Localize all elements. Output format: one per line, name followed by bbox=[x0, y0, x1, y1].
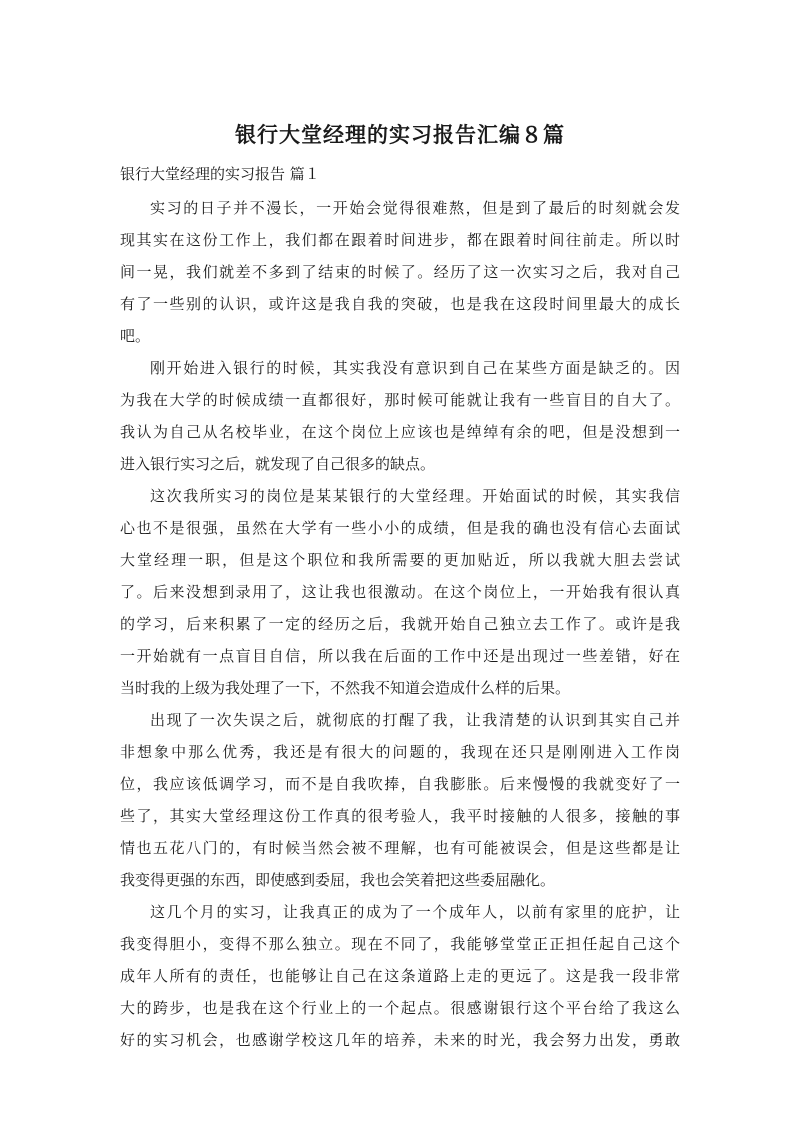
paragraph-line: 我变得胆小，变得不那么独立。现在不同了，我能够堂堂正正担任起自己这个 bbox=[120, 935, 680, 953]
paragraph-3 bbox=[120, 480, 680, 704]
paragraph-line: 大堂经理一职，但是这个职位和我所需要的更加贴近，所以我就大胆去尝试 bbox=[120, 551, 680, 569]
paragraph-line: 位，我应该低调学习，而不是自我吹捧，自我膨胀。后来慢慢的我就变好了一 bbox=[120, 775, 680, 793]
paragraph-line: 大的跨步，也是我在这个行业上的一个起点。很感谢银行这个平台给了我这么 bbox=[120, 999, 680, 1017]
paragraph-line: 这次我所实习的岗位是某某银行的大堂经理。开始面试的时候，其实我信 bbox=[150, 487, 680, 505]
paragraph-line: 一开始就有一点盲目自信，所以我在后面的工作中还是出现过一些差错，好在 bbox=[120, 647, 680, 665]
paragraph-line: 现其实在这份工作上，我们都在跟着时间进步，都在跟着时间往前走。所以时 bbox=[120, 231, 680, 249]
paragraph-line: 些了，其实大堂经理这份工作真的很考验人，我平时接触的人很多，接触的事 bbox=[120, 807, 680, 825]
paragraph-line: 我认为自己从名校毕业，在这个岗位上应该也是绰绰有余的吧，但是没想到一 bbox=[120, 423, 680, 441]
paragraph-line: 吧。 bbox=[120, 327, 151, 345]
paragraph-1 bbox=[120, 192, 680, 352]
paragraph-line: 我变得更强的东西，即使感到委屈，我也会笑着把这些委屈融化。 bbox=[120, 871, 556, 889]
paragraph-line: 刚开始进入银行的时候，其实我没有意识到自己在某些方面是缺乏的。因 bbox=[150, 359, 680, 377]
document-title: 银行大堂经理的实习报告汇编８篇 bbox=[235, 123, 565, 147]
paragraph-line: 好的实习机会，也感谢学校这几年的培养，未来的时光，我会努力出发，勇敢 bbox=[120, 1031, 680, 1049]
paragraph-2 bbox=[120, 352, 680, 480]
paragraph-line: 成年人所有的责任，也能够让自己在这条道路上走的更远了。这是我一段非常 bbox=[120, 967, 680, 985]
paragraph-line: 进入银行实习之后，就发现了自己很多的缺点。 bbox=[120, 455, 436, 473]
document-body bbox=[120, 192, 680, 1056]
paragraph-line: 情也五花八门的，有时候当然会被不理解，也有可能被误会，但是这些都是让 bbox=[120, 839, 680, 857]
paragraph-line: 当时我的上级为我处理了一下，不然我不知道会造成什么样的后果。 bbox=[120, 679, 571, 697]
paragraph-4 bbox=[120, 704, 680, 896]
paragraph-line: 的学习，后来积累了一定的经历之后，我就开始自己独立去工作了。或许是我 bbox=[120, 615, 680, 633]
paragraph-line: 出现了一次失误之后，就彻底的打醒了我，让我清楚的认识到其实自己并 bbox=[150, 711, 680, 729]
paragraph-line: 为我在大学的时候成绩一直都很好，那时候可能就让我有一些盲目的自大了。 bbox=[120, 391, 680, 409]
paragraph-line: 心也不是很强，虽然在大学有一些小小的成绩，但是我的确也没有信心去面试 bbox=[120, 519, 680, 537]
paragraph-line: 有了一些别的认识，或许这是我自我的突破，也是我在这段时间里最大的成长 bbox=[120, 295, 680, 313]
paragraph-line: 这几个月的实习，让我真正的成为了一个成年人，以前有家里的庇护，让 bbox=[150, 903, 680, 921]
paragraph-line: 实习的日子并不漫长，一开始会觉得很难熬，但是到了最后的时刻就会发 bbox=[150, 199, 680, 217]
paragraph-line: 非想象中那么优秀，我还是有很大的问题的，我现在还只是刚刚进入工作岗 bbox=[120, 743, 680, 761]
paragraph-line: 间一晃，我们就差不多到了结束的时候了。经历了这一次实习之后，我对自己 bbox=[120, 263, 680, 281]
paragraph-line: 了。后来没想到录用了，这让我也很激动。在这个岗位上，一开始我有很认真 bbox=[120, 583, 680, 601]
paragraph-5 bbox=[120, 896, 680, 1056]
section-heading: 银行大堂经理的实习报告 篇１ bbox=[120, 165, 320, 183]
